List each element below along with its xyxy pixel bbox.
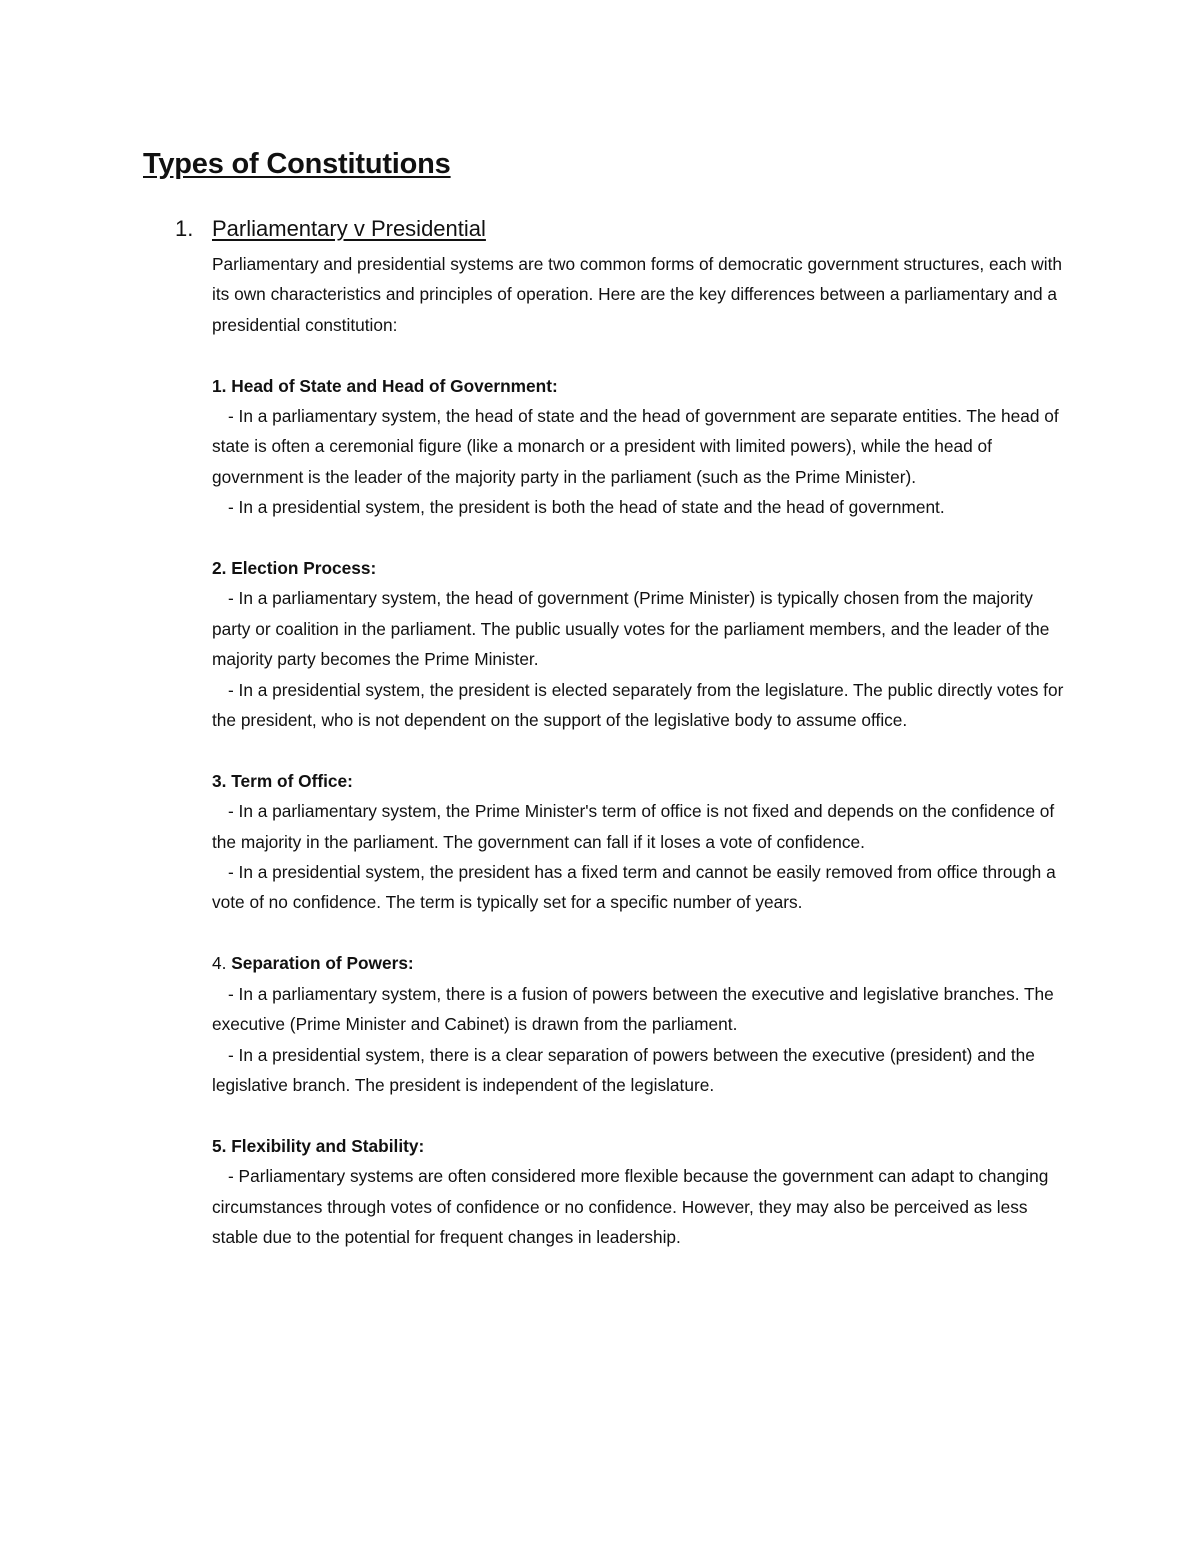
point-heading-text: Election Process: <box>231 558 377 579</box>
point-bullet: - In a presidential system, the president has a fixed term and cannot be easily removed from office through a vote of no confidence. The term is typically set for a specific number of years. <box>212 862 1056 913</box>
point-number: 3. <box>212 770 227 791</box>
section-body <box>212 249 1072 1252</box>
difference-point <box>212 766 1072 918</box>
point-number: 2. <box>212 558 227 579</box>
point-heading-text: Term of Office: <box>231 770 353 791</box>
point-heading <box>212 948 1072 978</box>
point-bullet: - In a presidential system, the president is elected separately from the legislature. The public directly votes for the president, who is not dependent on the support of the legislative body to assume office. <box>212 679 1064 731</box>
section-title: Parliamentary v Presidential <box>212 216 486 241</box>
point-heading <box>212 766 1072 796</box>
point-bullet: - In a presidential system, the president is both the head of state and the head of government. <box>228 497 945 518</box>
point-heading-text: Flexibility and Stability: <box>231 1135 425 1156</box>
point-heading-text: Separation of Powers: <box>231 953 414 974</box>
point-bullet: - In a parliamentary system, the head of state and the head of government are separate entities. The head of state is often a ceremonial figure (like a monarch or a president with limited powers), while the head of government is the leader of the majority party in the parliament (such as the Prime Minister). <box>212 406 1059 487</box>
intro-paragraph: Parliamentary and presidential systems are two common forms of democratic government structures, each with its own characteristics and principles of operation. Here are the key differences between a parliamentary and a presidential constitution: <box>212 254 1063 335</box>
document-title: Types of Constitutions <box>143 148 451 180</box>
point-heading <box>212 1131 1072 1161</box>
difference-point <box>212 371 1072 523</box>
point-bullet: - In a parliamentary system, the head of government (Prime Minister) is typically chosen from the majority party or coalition in the parliament. The public usually votes for the parliament members, and the leader of the majority party becomes the Prime Minister. <box>212 588 1050 670</box>
point-number: 5. <box>212 1135 227 1156</box>
point-heading <box>212 553 1072 583</box>
difference-point <box>212 553 1072 735</box>
point-heading-text: Head of State and Head of Government: <box>231 375 558 396</box>
point-bullet: - In a presidential system, there is a clear separation of powers between the executive (president) and the legislative branch. The president is independent of the legislature. <box>212 1044 1035 1095</box>
point-number: 4. <box>212 953 227 974</box>
point-heading <box>212 371 1072 401</box>
point-bullet: - In a parliamentary system, the Prime Minister's term of office is not fixed and depends on the confidence of the majority in the parliament. The government can fall if it loses a vote of confidence. <box>212 801 1055 852</box>
difference-point <box>212 1131 1072 1253</box>
section-number: 1. <box>175 216 194 241</box>
point-number: 1. <box>212 375 227 396</box>
difference-point <box>212 948 1072 1100</box>
point-bullet: - In a parliamentary system, there is a fusion of powers between the executive and legislative branches. The executive (Prime Minister and Cabinet) is drawn from the parliament. <box>212 983 1054 1035</box>
point-bullet: - Parliamentary systems are often considered more flexible because the government can adapt to changing circumstances through votes of confidence or no confidence. However, they may also be perceived as less stable due to the potential for frequent changes in leadership. <box>212 1166 1049 1247</box>
